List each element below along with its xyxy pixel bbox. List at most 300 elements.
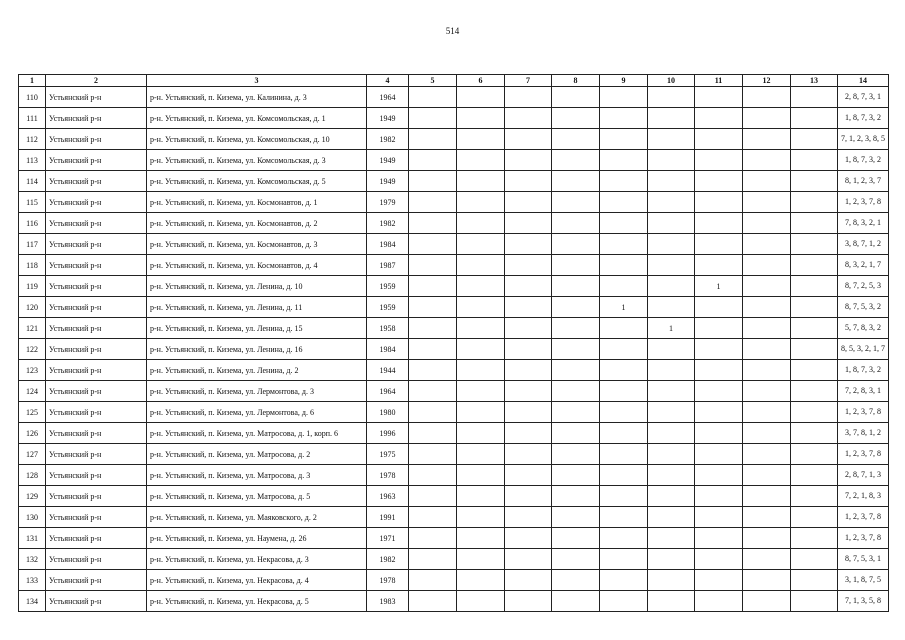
col9-cell [600, 465, 648, 486]
col13-cell [791, 339, 838, 360]
col11-cell [695, 129, 743, 150]
col8-cell [552, 381, 600, 402]
address-cell: р-н. Устьянский, п. Кизема, ул. Ленина, д. 16 [147, 339, 367, 360]
codes-cell: 1, 2, 3, 7, 8 [838, 444, 889, 465]
row-number: 122 [19, 339, 46, 360]
col5-cell [409, 381, 457, 402]
col11-cell [695, 423, 743, 444]
row-number: 117 [19, 234, 46, 255]
codes-cell: 1, 2, 3, 7, 8 [838, 192, 889, 213]
col8-cell [552, 234, 600, 255]
col9-cell [600, 192, 648, 213]
year-cell: 1959 [367, 297, 409, 318]
codes-cell: 3, 7, 8, 1, 2 [838, 423, 889, 444]
col12-cell [743, 591, 791, 612]
address-cell: р-н. Устьянский, п. Кизема, ул. Космонавтов, д. 2 [147, 213, 367, 234]
col9-cell [600, 549, 648, 570]
col11-cell [695, 108, 743, 129]
col5-cell [409, 276, 457, 297]
year-cell: 1983 [367, 591, 409, 612]
col10-cell [648, 591, 695, 612]
address-cell: р-н. Устьянский, п. Кизема, ул. Космонавтов, д. 4 [147, 255, 367, 276]
codes-cell: 7, 1, 2, 3, 8, 5 [838, 129, 889, 150]
col8-cell [552, 549, 600, 570]
column-header-3: 3 [147, 75, 367, 87]
codes-cell: 8, 1, 2, 3, 7 [838, 171, 889, 192]
col8-cell [552, 150, 600, 171]
codes-cell: 8, 5, 3, 2, 1, 7 [838, 339, 889, 360]
column-header-4: 4 [367, 75, 409, 87]
column-header-7: 7 [505, 75, 552, 87]
col10-cell [648, 276, 695, 297]
col11-cell [695, 339, 743, 360]
col7-cell [505, 339, 552, 360]
col7-cell [505, 129, 552, 150]
address-cell: р-н. Устьянский, п. Кизема, ул. Ленина, д. 11 [147, 297, 367, 318]
col13-cell [791, 402, 838, 423]
col10-cell [648, 234, 695, 255]
row-number: 125 [19, 402, 46, 423]
column-header-13: 13 [791, 75, 838, 87]
col8-cell [552, 360, 600, 381]
col13-cell [791, 192, 838, 213]
col8-cell [552, 444, 600, 465]
col5-cell [409, 486, 457, 507]
col10-cell [648, 255, 695, 276]
col6-cell [457, 507, 505, 528]
col10-cell [648, 402, 695, 423]
col10-cell [648, 150, 695, 171]
col10-cell [648, 570, 695, 591]
col5-cell [409, 87, 457, 108]
col13-cell [791, 171, 838, 192]
col7-cell [505, 87, 552, 108]
address-cell: р-н. Устьянский, п. Кизема, ул. Космонавтов, д. 1 [147, 192, 367, 213]
row-number: 134 [19, 591, 46, 612]
col10-cell [648, 213, 695, 234]
codes-cell: 8, 7, 5, 3, 2 [838, 297, 889, 318]
table-row [19, 87, 889, 108]
year-cell: 1975 [367, 444, 409, 465]
col12-cell [743, 276, 791, 297]
col9-cell [600, 234, 648, 255]
col10-cell [648, 549, 695, 570]
col9-cell [600, 255, 648, 276]
district-cell: Устьянский р-н [46, 192, 147, 213]
address-cell: р-н. Устьянский, п. Кизема, ул. Комсомольская, д. 1 [147, 108, 367, 129]
district-cell: Устьянский р-н [46, 402, 147, 423]
col9-cell: 1 [600, 297, 648, 318]
col6-cell [457, 528, 505, 549]
col5-cell [409, 360, 457, 381]
table-row [19, 276, 889, 297]
address-cell: р-н. Устьянский, п. Кизема, ул. Комсомольская, д. 10 [147, 129, 367, 150]
col6-cell [457, 591, 505, 612]
year-cell: 1978 [367, 465, 409, 486]
col12-cell [743, 129, 791, 150]
col8-cell [552, 87, 600, 108]
col8-cell [552, 276, 600, 297]
district-cell: Устьянский р-н [46, 486, 147, 507]
district-cell: Устьянский р-н [46, 276, 147, 297]
row-number: 124 [19, 381, 46, 402]
col8-cell [552, 591, 600, 612]
address-cell: р-н. Устьянский, п. Кизема, ул. Некрасова, д. 3 [147, 549, 367, 570]
district-cell: Устьянский р-н [46, 465, 147, 486]
table-row [19, 402, 889, 423]
col5-cell [409, 591, 457, 612]
year-cell: 1971 [367, 528, 409, 549]
row-number: 133 [19, 570, 46, 591]
column-header-1: 1 [19, 75, 46, 87]
district-cell: Устьянский р-н [46, 423, 147, 444]
col6-cell [457, 276, 505, 297]
table-row [19, 486, 889, 507]
codes-cell: 7, 8, 3, 2, 1 [838, 213, 889, 234]
col5-cell [409, 444, 457, 465]
table-row [19, 192, 889, 213]
col6-cell [457, 150, 505, 171]
row-number: 119 [19, 276, 46, 297]
col12-cell [743, 234, 791, 255]
col13-cell [791, 528, 838, 549]
col5-cell [409, 507, 457, 528]
col6-cell [457, 423, 505, 444]
col8-cell [552, 402, 600, 423]
col12-cell [743, 213, 791, 234]
year-cell: 1958 [367, 318, 409, 339]
col11-cell [695, 234, 743, 255]
col6-cell [457, 234, 505, 255]
col8-cell [552, 318, 600, 339]
col11-cell [695, 402, 743, 423]
col12-cell [743, 87, 791, 108]
codes-cell: 2, 8, 7, 3, 1 [838, 87, 889, 108]
col7-cell [505, 444, 552, 465]
col11-cell [695, 591, 743, 612]
col5-cell [409, 129, 457, 150]
col9-cell [600, 318, 648, 339]
codes-cell: 1, 8, 7, 3, 2 [838, 108, 889, 129]
col5-cell [409, 171, 457, 192]
row-number: 112 [19, 129, 46, 150]
col6-cell [457, 465, 505, 486]
codes-cell: 7, 2, 1, 8, 3 [838, 486, 889, 507]
col8-cell [552, 486, 600, 507]
col5-cell [409, 297, 457, 318]
year-cell: 1987 [367, 255, 409, 276]
address-cell: р-н. Устьянский, п. Кизема, ул. Некрасова, д. 4 [147, 570, 367, 591]
district-cell: Устьянский р-н [46, 444, 147, 465]
col9-cell [600, 171, 648, 192]
col9-cell [600, 381, 648, 402]
page-number: 514 [445, 26, 460, 36]
table-row [19, 549, 889, 570]
address-cell: р-н. Устьянский, п. Кизема, ул. Ленина, д. 15 [147, 318, 367, 339]
col13-cell [791, 549, 838, 570]
col7-cell [505, 528, 552, 549]
row-number: 111 [19, 108, 46, 129]
col12-cell [743, 423, 791, 444]
col6-cell [457, 549, 505, 570]
col5-cell [409, 234, 457, 255]
col9-cell [600, 213, 648, 234]
col12-cell [743, 486, 791, 507]
col6-cell [457, 486, 505, 507]
col10-cell [648, 297, 695, 318]
col12-cell [743, 549, 791, 570]
col13-cell [791, 423, 838, 444]
column-header-14: 14 [838, 75, 889, 87]
col7-cell [505, 213, 552, 234]
year-cell: 1949 [367, 171, 409, 192]
col12-cell [743, 108, 791, 129]
district-cell: Устьянский р-н [46, 297, 147, 318]
col6-cell [457, 171, 505, 192]
col9-cell [600, 423, 648, 444]
col8-cell [552, 255, 600, 276]
col9-cell [600, 507, 648, 528]
col7-cell [505, 255, 552, 276]
col10-cell [648, 381, 695, 402]
col11-cell [695, 171, 743, 192]
col13-cell [791, 255, 838, 276]
table-row [19, 213, 889, 234]
table-row [19, 360, 889, 381]
row-number: 116 [19, 213, 46, 234]
col12-cell [743, 255, 791, 276]
table-row [19, 339, 889, 360]
col12-cell [743, 360, 791, 381]
codes-cell: 7, 1, 3, 5, 8 [838, 591, 889, 612]
table-row [19, 171, 889, 192]
col12-cell [743, 444, 791, 465]
column-header-5: 5 [409, 75, 457, 87]
col13-cell [791, 297, 838, 318]
codes-cell: 1, 2, 3, 7, 8 [838, 528, 889, 549]
district-cell: Устьянский р-н [46, 360, 147, 381]
col13-cell [791, 486, 838, 507]
district-cell: Устьянский р-н [46, 255, 147, 276]
district-cell: Устьянский р-н [46, 507, 147, 528]
district-cell: Устьянский р-н [46, 339, 147, 360]
col11-cell [695, 486, 743, 507]
col6-cell [457, 570, 505, 591]
col6-cell [457, 360, 505, 381]
col10-cell [648, 129, 695, 150]
address-cell: р-н. Устьянский, п. Кизема, ул. Наумена, д. 26 [147, 528, 367, 549]
col11-cell [695, 192, 743, 213]
year-cell: 1964 [367, 381, 409, 402]
year-cell: 1984 [367, 234, 409, 255]
column-header-6: 6 [457, 75, 505, 87]
col12-cell [743, 465, 791, 486]
col12-cell [743, 318, 791, 339]
col9-cell [600, 444, 648, 465]
year-cell: 1996 [367, 423, 409, 444]
year-cell: 1959 [367, 276, 409, 297]
year-cell: 1963 [367, 486, 409, 507]
col13-cell [791, 444, 838, 465]
codes-cell: 3, 1, 8, 7, 5 [838, 570, 889, 591]
row-number: 120 [19, 297, 46, 318]
col7-cell [505, 486, 552, 507]
row-number: 110 [19, 87, 46, 108]
col11-cell [695, 360, 743, 381]
table-row [19, 297, 889, 318]
address-cell: р-н. Устьянский, п. Кизема, ул. Комсомольская, д. 5 [147, 171, 367, 192]
table-row [19, 255, 889, 276]
col6-cell [457, 297, 505, 318]
col10-cell [648, 192, 695, 213]
col8-cell [552, 192, 600, 213]
col11-cell [695, 528, 743, 549]
col13-cell [791, 381, 838, 402]
table-row [19, 423, 889, 444]
year-cell: 1949 [367, 150, 409, 171]
col10-cell [648, 339, 695, 360]
row-number: 131 [19, 528, 46, 549]
col10-cell: 1 [648, 318, 695, 339]
col8-cell [552, 129, 600, 150]
col7-cell [505, 402, 552, 423]
row-number: 121 [19, 318, 46, 339]
district-cell: Устьянский р-н [46, 591, 147, 612]
col7-cell [505, 591, 552, 612]
col6-cell [457, 255, 505, 276]
col6-cell [457, 381, 505, 402]
year-cell: 1949 [367, 108, 409, 129]
col12-cell [743, 192, 791, 213]
col7-cell [505, 549, 552, 570]
col11-cell: 1 [695, 276, 743, 297]
col8-cell [552, 465, 600, 486]
col12-cell [743, 507, 791, 528]
year-cell: 1979 [367, 192, 409, 213]
col5-cell [409, 318, 457, 339]
col11-cell [695, 318, 743, 339]
column-header-10: 10 [648, 75, 695, 87]
table-header [19, 75, 889, 87]
year-cell: 1964 [367, 87, 409, 108]
col13-cell [791, 87, 838, 108]
col11-cell [695, 381, 743, 402]
district-cell: Устьянский р-н [46, 213, 147, 234]
col10-cell [648, 444, 695, 465]
col9-cell [600, 276, 648, 297]
col6-cell [457, 213, 505, 234]
col8-cell [552, 423, 600, 444]
col8-cell [552, 108, 600, 129]
col9-cell [600, 402, 648, 423]
col8-cell [552, 213, 600, 234]
column-header-2: 2 [46, 75, 147, 87]
col13-cell [791, 276, 838, 297]
col9-cell [600, 591, 648, 612]
codes-cell: 1, 8, 7, 3, 2 [838, 360, 889, 381]
table-row [19, 381, 889, 402]
table-row [19, 507, 889, 528]
column-header-11: 11 [695, 75, 743, 87]
table-row [19, 108, 889, 129]
col7-cell [505, 570, 552, 591]
address-cell: р-н. Устьянский, п. Кизема, ул. Ленина, д. 10 [147, 276, 367, 297]
year-cell: 1991 [367, 507, 409, 528]
col10-cell [648, 108, 695, 129]
header-row [19, 75, 889, 87]
col13-cell [791, 591, 838, 612]
codes-cell: 8, 7, 5, 3, 1 [838, 549, 889, 570]
codes-cell: 1, 2, 3, 7, 8 [838, 402, 889, 423]
col11-cell [695, 297, 743, 318]
col12-cell [743, 381, 791, 402]
col11-cell [695, 150, 743, 171]
col13-cell [791, 129, 838, 150]
col13-cell [791, 360, 838, 381]
table-row [19, 318, 889, 339]
year-cell: 1984 [367, 339, 409, 360]
col5-cell [409, 339, 457, 360]
district-cell: Устьянский р-н [46, 129, 147, 150]
table-row [19, 444, 889, 465]
col7-cell [505, 171, 552, 192]
table-row [19, 150, 889, 171]
table-row [19, 570, 889, 591]
table-row [19, 129, 889, 150]
address-cell: р-н. Устьянский, п. Кизема, ул. Лермонтова, д. 3 [147, 381, 367, 402]
col11-cell [695, 444, 743, 465]
col5-cell [409, 255, 457, 276]
row-number: 123 [19, 360, 46, 381]
district-cell: Устьянский р-н [46, 108, 147, 129]
address-cell: р-н. Устьянский, п. Кизема, ул. Матросова, д. 5 [147, 486, 367, 507]
codes-cell: 8, 3, 2, 1, 7 [838, 255, 889, 276]
codes-cell: 5, 7, 8, 3, 2 [838, 318, 889, 339]
col12-cell [743, 171, 791, 192]
col13-cell [791, 108, 838, 129]
col7-cell [505, 108, 552, 129]
col8-cell [552, 570, 600, 591]
col9-cell [600, 87, 648, 108]
col7-cell [505, 297, 552, 318]
row-number: 126 [19, 423, 46, 444]
col5-cell [409, 423, 457, 444]
year-cell: 1944 [367, 360, 409, 381]
col13-cell [791, 570, 838, 591]
address-cell: р-н. Устьянский, п. Кизема, ул. Матросова, д. 2 [147, 444, 367, 465]
col9-cell [600, 360, 648, 381]
district-cell: Устьянский р-н [46, 549, 147, 570]
year-cell: 1978 [367, 570, 409, 591]
row-number: 127 [19, 444, 46, 465]
col5-cell [409, 570, 457, 591]
codes-cell: 2, 8, 7, 1, 3 [838, 465, 889, 486]
table-row [19, 591, 889, 612]
col8-cell [552, 297, 600, 318]
col6-cell [457, 129, 505, 150]
row-number: 113 [19, 150, 46, 171]
table-row [19, 528, 889, 549]
row-number: 114 [19, 171, 46, 192]
col10-cell [648, 360, 695, 381]
housing-registry-table [18, 74, 889, 612]
col9-cell [600, 570, 648, 591]
col10-cell [648, 465, 695, 486]
col5-cell [409, 549, 457, 570]
col9-cell [600, 150, 648, 171]
col7-cell [505, 507, 552, 528]
col9-cell [600, 129, 648, 150]
